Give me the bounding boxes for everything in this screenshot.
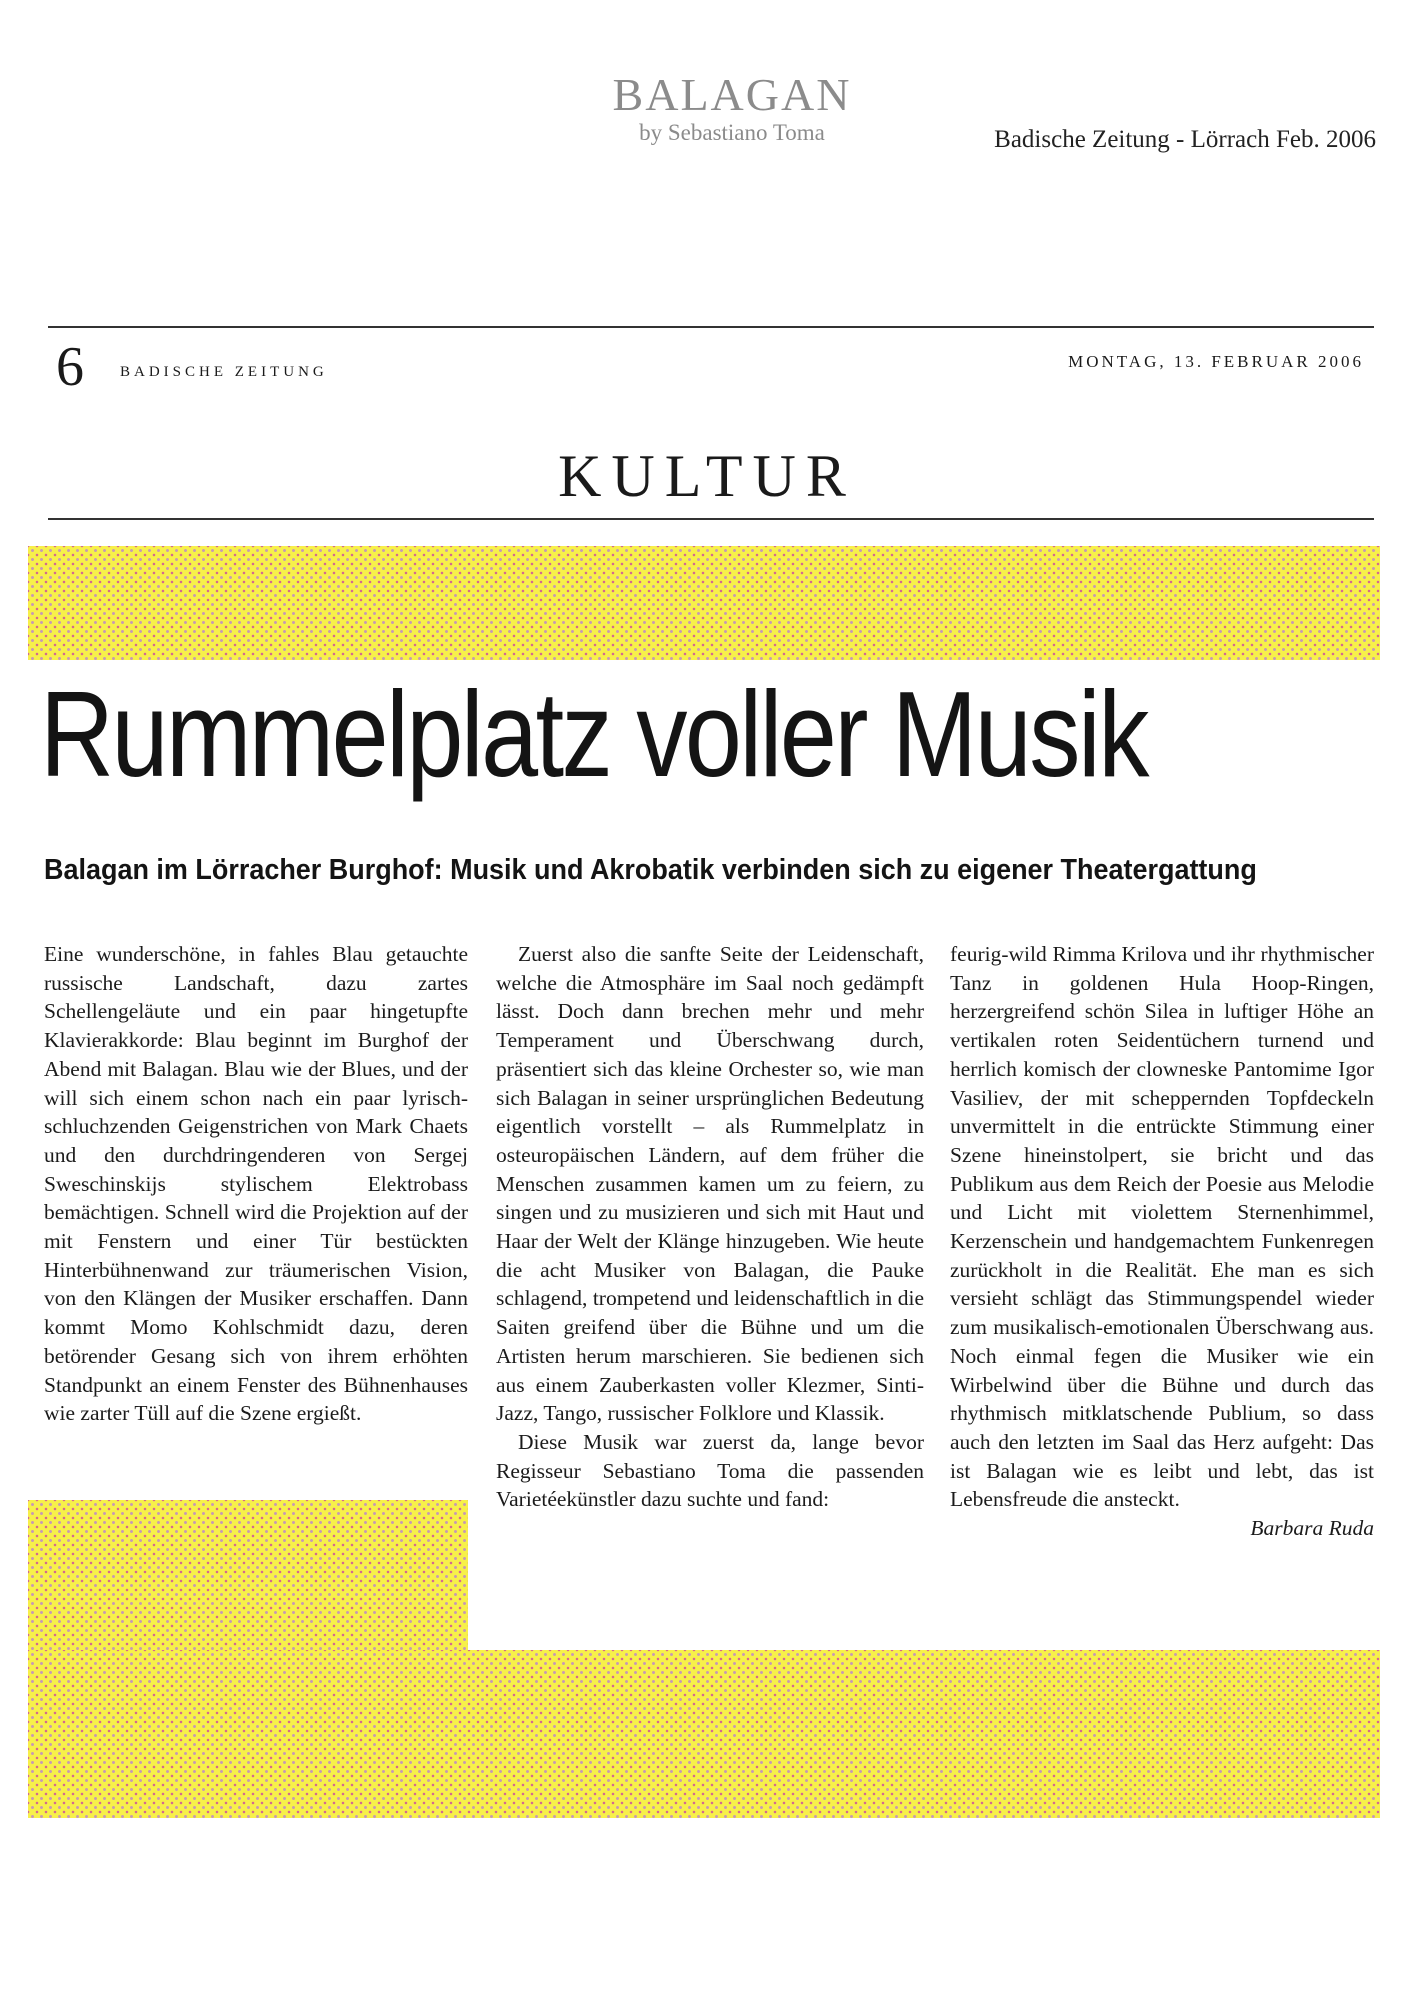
article-column-2: [496, 940, 924, 1514]
brand-block: [596, 69, 868, 146]
highlight-band-top: [28, 546, 1380, 660]
article-column-3: [950, 940, 1374, 1543]
highlight-band-bottom: [28, 1650, 1380, 1818]
article-headline: Rummelplatz voller Musik: [40, 666, 1147, 802]
paragraph: feurig-wild Rimma Krilova und ihr rhythmischer Tanz in goldenen Hula Hoop-Ringen, herzergreifend schön Silea in luftiger Höhe an vertikalen roten Seidentüchern turnend und herrlich komisch der clowneske Pantomime Igor Vasiliev, der mit scheppernden Topfdeckeln unvermittelt in die entrückte Stimmung einer Szene hineinstolpert, sie bricht und das Publikum aus dem Reich der Poesie aus Melodie und Licht mit violettem Sternenhimmel, Kerzenschein und handgemachtem Funkenregen zurückholt in die Realität. Ehe man es sich versieht schlägt das Stimmungspendel wieder zum musikalisch-emotionalen Überschwang aus. Noch einmal fegen die Musiker wie ein Wirbelwind über die Bühne und durch das rhythmisch mitklatschende Publium, so dass auch den letzten im Saal das Herz aufgeht: Das ist Balagan wie es leibt und lebt, das ist Lebensfreude die ansteckt.: [950, 942, 1374, 1512]
author-byline: Barbara Ruda: [1250, 1516, 1374, 1541]
paragraph: Zuerst also die sanfte Seite der Leidenschaft, welche die Atmosphäre im Saal noch gedämpft lässt. Doch dann brechen mehr und mehr Temperament und Überschwang durch, präsentiert sich das kleine Orchester so, wie man sich Balagan in seiner ursprünglichen Bedeutung eigentlich vorstellt – als Rummelplatz in osteuropäischen Ländern, auf dem früher die Menschen zusammen kamen um zu feiern, zu singen und zu musizieren und sich mit Haut und Haar der Welt der Klänge hinzugeben. Wie heute die acht Musiker von Balagan, die Pauke schlagend, trompetend und leidenschaftlich in die Saiten greifend über die Bühne und um die Artisten herum marschieren. Sie bedienen sich aus einem Zauberkasten voller Klezmer, Sinti-Jazz, Tango, russischer Folklore und Klassik.: [496, 942, 924, 1426]
page-number: 6: [56, 336, 84, 398]
section-title: KULTUR: [558, 443, 856, 509]
section-rule: [48, 518, 1374, 520]
article-subheadline: Balagan im Lörracher Burghof: Musik und Akrobatik verbinden sich zu eigener Theatergattung: [44, 854, 1257, 886]
paragraph: Eine wunderschöne, in fahles Blau getauchte russische Landschaft, dazu zartes Schellengeläute und ein paar hingetupfte Klavierakkorde: Blau beginnt im Burghof der Abend mit Balagan. Blau wie der Blues, und der will sich einem schon nach ein paar lyrisch-schluchzenden Geigenstrichen von Mark Chaets und den durchdringenderen von Sergej Sweschinskijs stylischem Elektrobass bemächtigen. Schnell wird die Projektion auf der mit Fenstern und einer Tür bestückten Hinterbühnenwand zur träumerischen Vision, von den Klängen der Musiker erschaffen. Dann kommt Momo Kohlschmidt dazu, deren betörender Gesang sich von ihrem erhöhten Standpunkt an einem Fenster des Bühnenhauses wie zarter Tüll auf die Szene ergießt.: [44, 942, 468, 1426]
paragraph: Diese Musik war zuerst da, lange bevor Regisseur Sebastiano Toma die passenden Varietéekünstler dazu suchte und fand:: [496, 1429, 924, 1512]
source-line: Badische Zeitung - Lörrach Feb. 2006: [994, 126, 1376, 153]
issue-date: MONTAG, 13. FEBRUAR 2006: [1068, 352, 1364, 371]
article-column-1: [44, 940, 468, 1428]
paper-name: BADISCHE ZEITUNG: [120, 364, 328, 380]
masthead-top-rule: [48, 326, 1374, 328]
brand-title: BALAGAN: [612, 69, 852, 120]
brand-subtitle: by Sebastiano Toma: [639, 120, 825, 145]
highlight-band-left: [28, 1500, 468, 1652]
